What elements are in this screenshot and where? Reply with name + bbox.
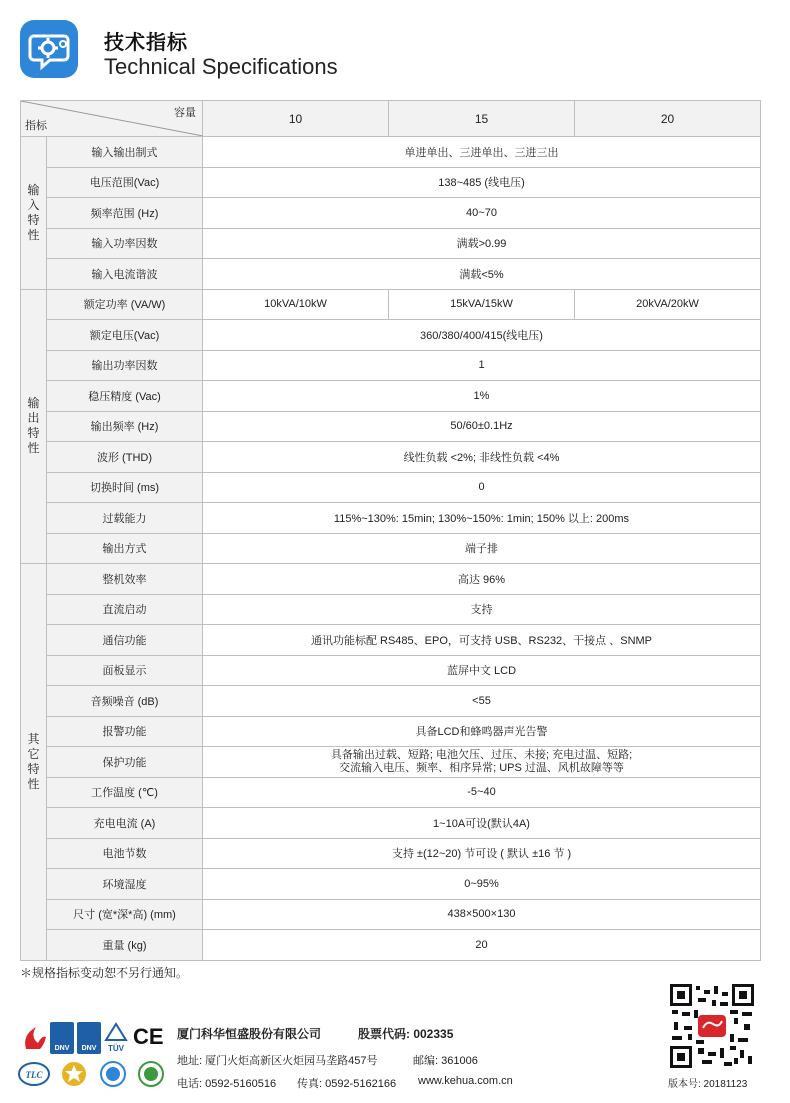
table-row [21,808,761,839]
row-label: 输出方式 [47,533,203,564]
table-row [21,655,761,686]
dnv-cert-icon: DNV [50,1022,74,1054]
row-value: 15kVA/15kW [389,289,575,320]
spec-table [20,100,761,961]
row-label: 重量 (kg) [47,930,203,961]
header-diagonal-cell [21,101,203,137]
row-value: 满载<5% [203,259,761,290]
table-row [21,686,761,717]
capacity-15: 15 [389,101,575,137]
row-value: 0 [203,472,761,503]
row-label: 电压范围(Vac) [47,167,203,198]
gear-chat-icon [20,20,78,78]
header-row [21,101,761,137]
website-link[interactable]: www.kehua.com.cn [418,1075,513,1087]
footnote: ＊规格指标变动恕不另行通知。 [20,966,189,980]
row-label: 输入功率因数 [47,228,203,259]
table-row [21,137,761,168]
table-row [21,259,761,290]
version-number: 版本号: 20181123 [668,1079,748,1090]
row-value: 1 [203,350,761,381]
row-value: 单进单出、三进单出、三进三出 [203,137,761,168]
row-value: 线性负载 <2%; 非线性负载 <4% [203,442,761,473]
row-value: 1~10A可设(默认4A) [203,808,761,839]
ce-mark-icon: CE [133,1024,164,1049]
row-label: 工作温度 (℃) [47,777,203,808]
table-row [21,442,761,473]
table-row [21,381,761,412]
group-label: 输 出 特 性 [21,289,47,564]
telephone: 电话: 0592-5160516 [177,1078,277,1090]
group-label: 输 入 特 性 [21,137,47,290]
title-chinese: 技术指标 [104,32,188,54]
row-value: 0~95% [203,869,761,900]
row-value: 1% [203,381,761,412]
row-value: 端子排 [203,533,761,564]
blue-cert-seal-icon [99,1060,127,1088]
row-label: 输入输出制式 [47,137,203,168]
table-row [21,533,761,564]
row-label: 面板显示 [47,655,203,686]
row-value: 115%~130%: 15min; 130%~150%: 1min; 150% 以上: 200ms [203,503,761,534]
row-value: 通讯功能标配 RS485、EPO，可支持 USB、RS232、干接点 、SNMP [203,625,761,656]
table-row [21,716,761,747]
zip-code: 邮编: 361006 [413,1055,478,1067]
svg-text:TLC: TLC [25,1070,43,1080]
table-row [21,228,761,259]
row-label: 充电电流 (A) [47,808,203,839]
row-label: 波形 (THD) [47,442,203,473]
table-row [21,594,761,625]
indicator-label: 指标 [25,120,47,132]
gold-award-icon [60,1060,88,1088]
table-row [21,747,761,778]
company-logo [20,20,78,78]
row-label: 直流启动 [47,594,203,625]
table-row [21,777,761,808]
row-value: 支持 ±(12~20) 节可设 ( 默认 ±16 节 ) [203,838,761,869]
table-row [21,198,761,229]
table-row [21,167,761,198]
row-label: 环境湿度 [47,869,203,900]
company-name: 厦门科华恒盛股份有限公司 [177,1027,322,1041]
row-label: 保护功能 [47,747,203,778]
address: 地址: 厦门火炬高新区火炬园马垄路457号 [177,1055,378,1067]
capacity-10: 10 [203,101,389,137]
fax: 传真: 0592-5162166 [297,1078,397,1090]
row-label: 尺寸 (宽*深*高) (mm) [47,899,203,930]
row-label: 过载能力 [47,503,203,534]
row-value: 具备输出过载、短路; 电池欠压、过压、未接; 充电过温、短路; 交流输入电压、频率、相序异常; UPS 过温、风机故障等等 [203,747,761,778]
row-value: 高达 96% [203,564,761,595]
table-row [21,869,761,900]
row-label: 额定功率 (VA/W) [47,289,203,320]
table-row [21,625,761,656]
table-row [21,350,761,381]
row-value: 138~485 (线电压) [203,167,761,198]
row-label: 报警功能 [47,716,203,747]
row-label: 输入电流谐波 [47,259,203,290]
row-value: 50/60±0.1Hz [203,411,761,442]
row-value: 蓝屏中文 LCD [203,655,761,686]
row-label: 额定电压(Vac) [47,320,203,351]
qr-code [668,982,756,1070]
row-value: 支持 [203,594,761,625]
row-label: 输出频率 (Hz) [47,411,203,442]
green-cert-seal-icon [137,1060,165,1088]
capacity-20: 20 [575,101,761,137]
row-label: 输出功率因数 [47,350,203,381]
row-label: 频率范围 (Hz) [47,198,203,229]
china-quality-icon [20,1023,48,1053]
tlc-cert-icon [18,1061,50,1087]
table-row [21,899,761,930]
row-value: 满载>0.99 [203,228,761,259]
row-label: 切换时间 (ms) [47,472,203,503]
table-row [21,564,761,595]
capacity-label: 容量 [174,107,196,119]
table-row [21,320,761,351]
row-label: 音频噪音 (dB) [47,686,203,717]
table-row [21,838,761,869]
row-value: <55 [203,686,761,717]
table-row [21,289,761,320]
title-english: Technical Specifications [104,54,338,79]
group-label: 其 它 特 性 [21,564,47,961]
row-value: 40~70 [203,198,761,229]
tuv-cert-icon [104,1022,128,1054]
table-row [21,503,761,534]
stock-code: 股票代码: 002335 [358,1027,454,1041]
table-row [21,411,761,442]
row-label: 电池节数 [47,838,203,869]
table-row [21,930,761,961]
row-value: 具备LCD和蜂鸣器声光告警 [203,716,761,747]
row-value: 360/380/400/415(线电压) [203,320,761,351]
row-label: 整机效率 [47,564,203,595]
row-value: 438×500×130 [203,899,761,930]
row-value: 10kVA/10kW [203,289,389,320]
row-value: -5~40 [203,777,761,808]
dnv-cert-icon-2: DNV [77,1022,101,1054]
row-value: 20kVA/20kW [575,289,761,320]
table-row [21,472,761,503]
row-label: 稳压精度 (Vac) [47,381,203,412]
row-value: 20 [203,930,761,961]
svg-text:TÜV: TÜV [108,1044,124,1053]
row-label: 通信功能 [47,625,203,656]
